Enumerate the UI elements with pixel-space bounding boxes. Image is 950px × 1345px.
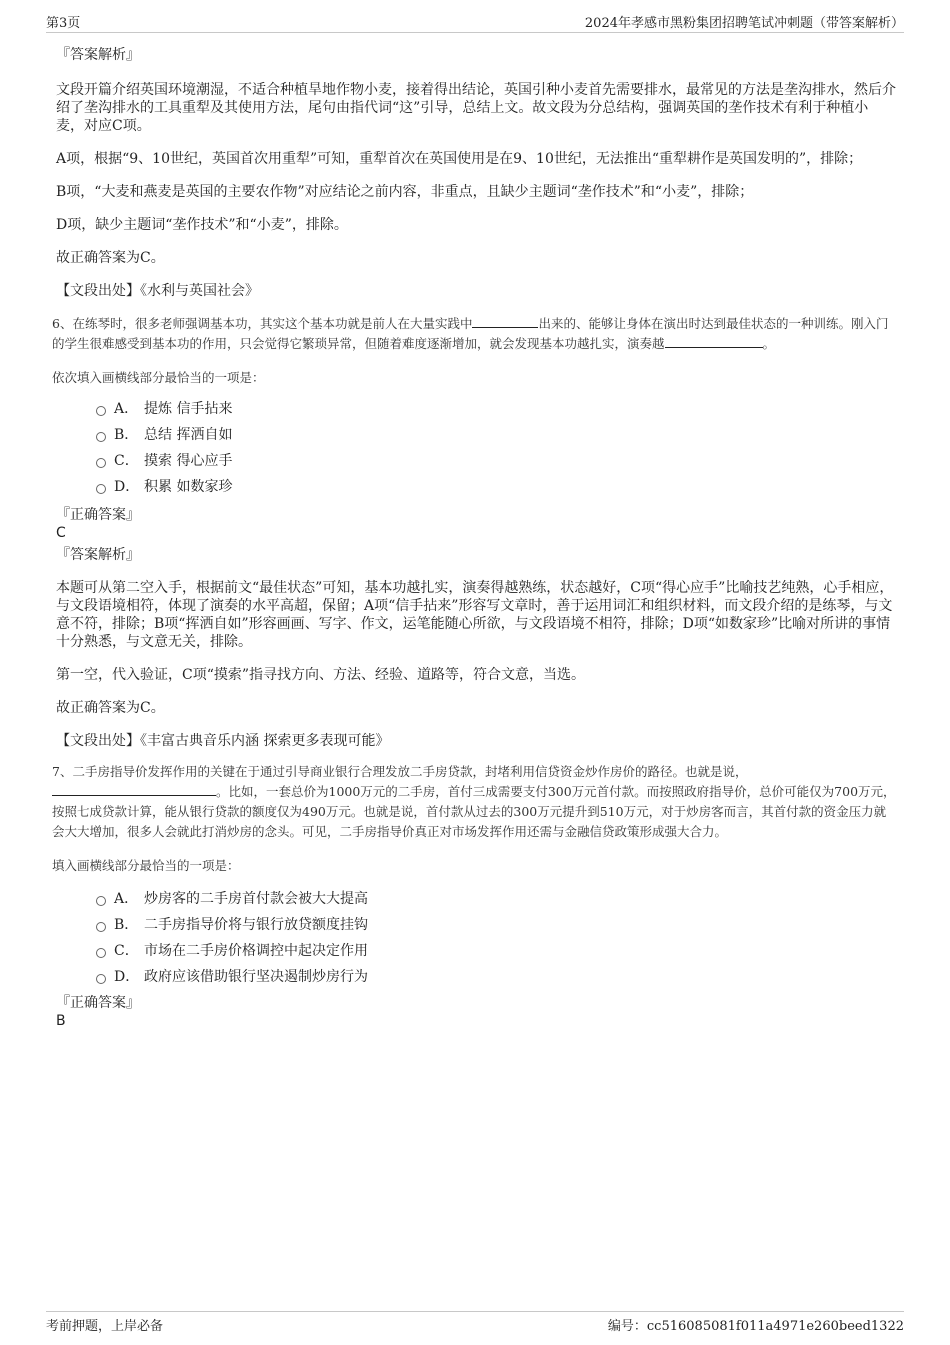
radio-icon[interactable] xyxy=(96,974,106,984)
option-letter: D． xyxy=(114,969,140,985)
option-letter: C． xyxy=(114,453,139,469)
q6-blank-2 xyxy=(665,335,763,348)
q6-blank-1 xyxy=(472,315,538,328)
q7-correct-label: 『正确答案』 xyxy=(56,995,140,1011)
radio-icon[interactable] xyxy=(96,432,106,442)
option-letter: B． xyxy=(114,427,139,443)
q6-correct-label: 『正确答案』 xyxy=(56,507,140,523)
q6-option-b[interactable] xyxy=(56,422,896,448)
q5-conclusion: 故正确答案为C。 xyxy=(56,250,165,266)
document-serial: 编号：cc516085081f011a4971e260beed1322 xyxy=(607,1319,904,1334)
q6-stem-end: 。 xyxy=(762,336,776,351)
q7-option-a[interactable] xyxy=(56,886,896,912)
radio-icon[interactable] xyxy=(96,406,106,416)
q6-stem-part1: 6、在练琴时，很多老师强调基本功，其实这个基本功就是前人在大量实践中 xyxy=(52,316,473,331)
q5-analysis-label: 『答案解析』 xyxy=(56,47,140,63)
q6-source: 【文段出处】《丰富古典音乐内涵 探索更多表现可能》 xyxy=(56,733,390,749)
q7-stem-part2: 。比如，一套总价为1000万元的二手房，首付三成需要支付300万元首付款。而按照政府指导价，总价可能仅为700万元，按照七成贷款计算，能从银行贷款的额度仅为490万元。也就是说，首付款从过去的300万元提升到510万元，对于炒房客而言，其首付款的资金压力就会大大增加，很多人会就此打消炒房的念头。可见，二手房指导价真正对市场发挥作用还需与金融信贷政策形成强大合力。 xyxy=(52,784,896,839)
q6-instruction: 依次填入画横线部分最恰当的一项是： xyxy=(52,370,265,385)
q5-analysis-option-a: A项，根据“9、10世纪，英国首次用重犁”可知，重犁首次在英国使用是在9、10世纪，无法推出“重犁耕作是英国发明的”，排除； xyxy=(56,151,863,167)
q6-analysis-label: 『答案解析』 xyxy=(56,547,140,563)
option-text: 提炼 信手拈来 xyxy=(144,401,233,417)
option-text: 积累 如数家珍 xyxy=(144,479,233,495)
q6-stem xyxy=(52,314,896,354)
q7-correct-answer: B xyxy=(56,1013,66,1029)
document-title: 2024年孝感市黑粉集团招聘笔试冲刺题（带答案解析） xyxy=(584,16,904,31)
option-text: 炒房客的二手房首付款会被大大提高 xyxy=(144,891,368,907)
option-letter: A． xyxy=(114,401,139,417)
option-text: 二手房指导价将与银行放贷额度挂钩 xyxy=(144,917,368,933)
q7-blank xyxy=(52,783,216,796)
q6-analysis-first-blank: 第一空，代入验证，C项“摸索”指寻找方向、方法、经验、道路等，符合文意，当选。 xyxy=(56,667,586,683)
q7-stem-part1: 7、二手房指导价发挥作用的关键在于通过引导商业银行合理发放二手房贷款，封堵利用信贷资金炒作房价的路径。也就是说， xyxy=(52,764,748,779)
q6-option-d[interactable] xyxy=(56,474,896,500)
option-text: 政府应该借助银行坚决遏制炒房行为 xyxy=(144,969,368,985)
q6-correct-answer: C xyxy=(56,525,66,541)
q5-analysis-option-d: D项，缺少主题词“垄作技术”和“小麦”，排除。 xyxy=(56,217,348,233)
radio-icon[interactable] xyxy=(96,896,106,906)
option-letter: B． xyxy=(114,917,139,933)
radio-icon[interactable] xyxy=(96,922,106,932)
page-content xyxy=(52,44,896,1030)
q7-option-c[interactable] xyxy=(56,938,896,964)
q6-options xyxy=(56,396,896,500)
q7-instruction: 填入画横线部分最恰当的一项是： xyxy=(52,858,240,873)
q6-analysis-paragraph: 本题可从第二空入手，根据前文“最佳状态”可知，基本功越扎实，演奏得越熟练，状态越好，C项“得心应手”比喻技艺纯熟，心手相应，与文段语境相符，体现了演奏的水平高超，保留；A项“信手拈来”形容写文章时，善于运用词汇和组织材料，而文段介绍的是练琴，与文意不符，排除；B项“挥洒自如”形容画画、写字、作文，运笔能随心所欲，与文段语境不相符，排除；D项“如数家珍”比喻对所讲的事情十分熟悉，与文意无关，排除。 xyxy=(56,580,894,650)
option-text: 总结 挥洒自如 xyxy=(144,427,233,443)
q7-stem xyxy=(52,762,896,842)
q5-source: 【文段出处】《水利与英国社会》 xyxy=(56,283,259,299)
q5-analysis-paragraph: 文段开篇介绍英国环境潮湿，不适合种植旱地作物小麦，接着得出结论，英国引种小麦首先需要排水，最常见的方法是垄沟排水，然后介绍了垄沟排水的工具重犁及其使用方法，尾句由指代词“这”引导，总结上文。故文段为分总结构，强调英国的垄作技术有利于种植小麦，对应C项。 xyxy=(56,82,896,134)
radio-icon[interactable] xyxy=(96,948,106,958)
page-footer xyxy=(46,1311,904,1336)
q6-option-c[interactable] xyxy=(56,448,896,474)
radio-icon[interactable] xyxy=(96,458,106,468)
option-letter: A． xyxy=(114,891,139,907)
option-letter: C． xyxy=(114,943,139,959)
q6-stem-part2: 出来的、能够让身体在演出时达到最佳状态的一种训练。刚入门的学生很难感受到基本功的作用，只会觉得它繁琐异常，但随着难度逐渐增加，就会发现基本功越扎实，演奏越 xyxy=(52,316,889,351)
q6-option-a[interactable] xyxy=(56,396,896,422)
q6-conclusion: 故正确答案为C。 xyxy=(56,700,165,716)
page-header xyxy=(46,12,904,33)
option-letter: D． xyxy=(114,479,140,495)
option-text: 摸索 得心应手 xyxy=(144,453,233,469)
q5-analysis-option-b: B项，“大麦和燕麦是英国的主要农作物”对应结论之前内容，非重点，且缺少主题词“垄作技术”和“小麦”，排除； xyxy=(56,184,754,200)
radio-icon[interactable] xyxy=(96,484,106,494)
footer-slogan: 考前押题，上岸必备 xyxy=(46,1319,164,1334)
page-number: 第3页 xyxy=(46,16,81,31)
q7-options xyxy=(56,886,896,990)
option-text: 市场在二手房价格调控中起决定作用 xyxy=(144,943,368,959)
q7-option-d[interactable] xyxy=(56,964,896,990)
q7-option-b[interactable] xyxy=(56,912,896,938)
